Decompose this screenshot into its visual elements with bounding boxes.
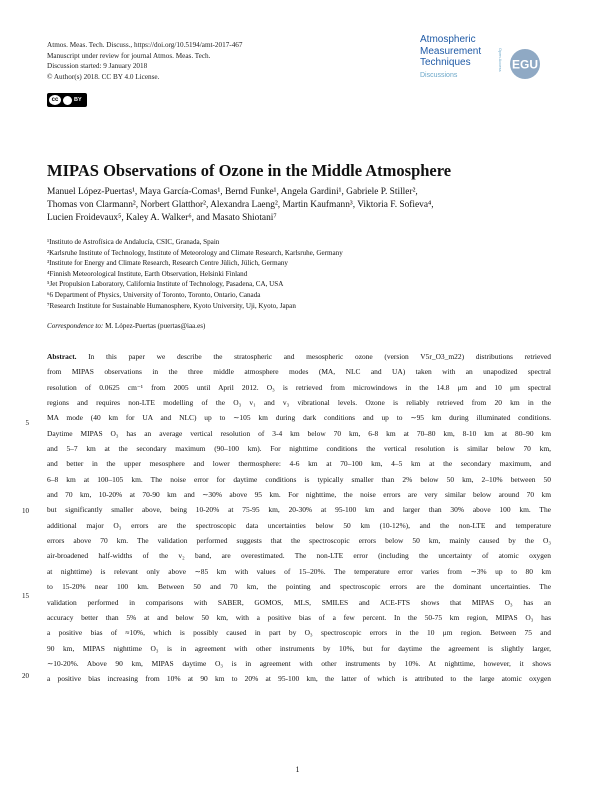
author-line: Manuel López-Puertas¹, Maya García-Comas¹, Bernd Funke¹, Angela Gardini¹, Gabriele P. Stiller²,	[47, 187, 418, 197]
abstract-line: ∼10-20%. Above 90 km, MIPAS daytime O₃ is in agreement with other instruments by 10%. At nighttime, however, it shows	[47, 658, 551, 668]
abstract-line: a positive bias of ≈10%, which is possibly caused in part by O₃ spectroscopic errors in the 10 μm region. Between 75 and	[47, 628, 551, 638]
manuscript-header	[47, 40, 242, 82]
abstract-line: resolution of 0.0625 cm⁻¹ from 2005 until April 2012. O₃ is retrieved from microwindows in the 14.8 μm and 10 μm spectral	[47, 382, 551, 392]
line-number: 20	[22, 672, 29, 680]
abstract-line: but significantly smaller above, being 10-20% at 75-95 km, 20-30% at 95-100 km and larger than 30% above 100 km. The	[47, 505, 551, 515]
abstract-line: errors above 70 km. The validation performed suggests that the spectroscopic errors below 50 km, mainly caused by the O₃	[47, 536, 551, 546]
abstract-label: Abstract.	[47, 352, 77, 361]
cc-license-badge[interactable]	[47, 93, 87, 107]
abstract-line: 90 km, MIPAS nighttime O₃ is in agreement with other instruments by 10%, but for daytime the agreement is slightly larger,	[47, 643, 551, 653]
correspondence	[47, 322, 205, 330]
abstract-line: additional major O₃ errors are the spectroscopic data uncertainties below 50 km (10-12%), and the non-LTE and temperature	[47, 520, 551, 530]
affiliation-item: ⁴Finnish Meteorological Institute, Earth Observation, Helsinki Finland	[47, 269, 248, 278]
abstract-line: Daytime MIPAS O₃ has an average vertical resolution of 3-4 km below 70 km, 6-8 km at 70–80 km, 8-10 km at 80–90 km	[47, 428, 551, 438]
line-number: 10	[22, 507, 29, 515]
open-access-label: Open Access	[498, 48, 503, 72]
abstract-line: at nighttime) is relevant only above ∼85 km with values of 15–20%. The temperature error varies from ∼3% up to 80 km	[47, 566, 551, 576]
page-number: 1	[295, 765, 300, 774]
line-number: 15	[22, 592, 29, 600]
abstract-line: to 15-20% near 100 km. Between 50 and 70 km, the pointing and spectroscopic errors are the dominant uncertainties. The	[47, 582, 551, 592]
header-license: © Author(s) 2018. CC BY 4.0 License.	[47, 72, 160, 81]
egu-label: EGU	[511, 57, 539, 72]
affiliation-item: ³Institute for Energy and Climate Research, Research Centre Jülich, Jülich, Germany	[47, 259, 288, 268]
abstract-line: accuracy better than 5% at and below 50 km, with a positive bias of a few percent. In the 50-75 km region, MIPAS O₃ has	[47, 612, 551, 622]
author-line: Thomas von Clarmann², Norbert Glatthor², Alexandra Laeng², Martin Kaufmann³, Viktoria F. Sofieva⁴,	[47, 200, 434, 211]
correspondence-label: Correspondence to:	[47, 322, 104, 330]
journal-discussions: Discussions	[420, 71, 458, 79]
header-discussion-date: Discussion started: 9 January 2018	[47, 62, 148, 71]
correspondence-email[interactable]: M. López-Puertas (puertas@iaa.es)	[105, 322, 206, 330]
line-number: 5	[25, 419, 29, 427]
author-list	[47, 186, 552, 226]
affiliation-item: ¹Instituto de Astrofísica de Andalucía, CSIC, Granada, Spain	[47, 238, 220, 246]
egu-logo-icon	[497, 44, 545, 82]
journal-logo	[420, 34, 481, 81]
header-citation: Atmos. Meas. Tech. Discuss., https://doi.org/10.5194/amt-2017-467	[47, 41, 243, 49]
journal-name-1: Atmospheric	[420, 34, 476, 45]
abstract	[47, 349, 551, 687]
abstract-line: and 5–7 km at the secondary maximum (90–100 km). For nighttime conditions the vertical resolution is similar below 70 km,	[47, 444, 551, 454]
cc-by-label: BY	[74, 97, 82, 103]
abstract-line: Abstract. In this paper we describe the stratospheric and mesospheric ozone (version V5r_O3_m22) distributions retrieved	[47, 352, 551, 361]
abstract-line: validation performed in comparisons with SABER, GOMOS, MLS, SMILES and ACE-FTS shows that MIPAS O₃ has an	[47, 597, 551, 607]
abstract-line: regions and requires non-LTE modelling of the O₃ v₁ and v₃ vibrational levels. Ozone is reliably retrieved from 20 km in the	[47, 398, 551, 408]
abstract-line: and better in the upper mesosphere and lower thermosphere: 4-6 km at 70–100 km, 4–5 km at the secondary maximum, and	[47, 459, 551, 469]
affiliation-item: ⁷Research Institute for Sustainable Humanosphere, Kyoto University, Uji, Kyoto, Japan	[47, 301, 296, 310]
abstract-line: 6–8 km at 100–105 km. The noise error for daytime conditions is typically smaller than 2% below 50 km, 2–10% between 50	[47, 474, 551, 484]
abstract-line: MA mode (40 km for UA and NLC) up to ∼105 km during dark conditions and up to ∼95 km during illuminated conditions.	[47, 413, 551, 423]
abstract-line: a positive bias increasing from 10% at 90 km to 20% at 95-100 km, the latter of which is attributed to the large atomic oxygen	[47, 674, 551, 684]
affiliation-item: ²Karlsruhe Institute of Technology, Institute of Meteorology and Climate Research, Karlsruhe, Germany	[47, 248, 343, 257]
author-line: Lucien Froidevaux⁵, Kaley A. Walker⁶, and Masato Shiotani⁷	[47, 213, 277, 224]
journal-name-3: Techniques	[420, 57, 471, 68]
abstract-line: from MIPAS observations in the three middle atmosphere modes (MA, NLC and UA) taken with an unapodized spectral	[47, 367, 551, 377]
header-review-status: Manuscript under review for journal Atmos. Meas. Tech.	[47, 51, 211, 60]
affiliation-item: ⁵Jet Propulsion Laboratory, California Institute of Technology, Pasadena, CA, USA	[47, 280, 284, 289]
abstract-line: air-broadened half-widths of the v₂ band, are overestimated. The non-LTE error (including the uncertainty of atomic oxygen	[47, 551, 551, 561]
abstract-line: and 70 km, 10-20% at 70-90 km and ∼30% above 95 km. For nighttime, the noise errors are very similar below around 70 km	[47, 490, 551, 500]
journal-name-2: Measurement	[420, 45, 482, 57]
cc-icon: cc	[49, 95, 61, 105]
paper-title: MIPAS Observations of Ozone in the Middle Atmosphere	[47, 161, 452, 180]
affiliation-item: ⁶6 Department of Physics, University of Toronto, Toronto, Ontario, Canada	[47, 290, 261, 299]
attribution-icon	[63, 96, 72, 105]
affiliation-list	[47, 237, 343, 311]
